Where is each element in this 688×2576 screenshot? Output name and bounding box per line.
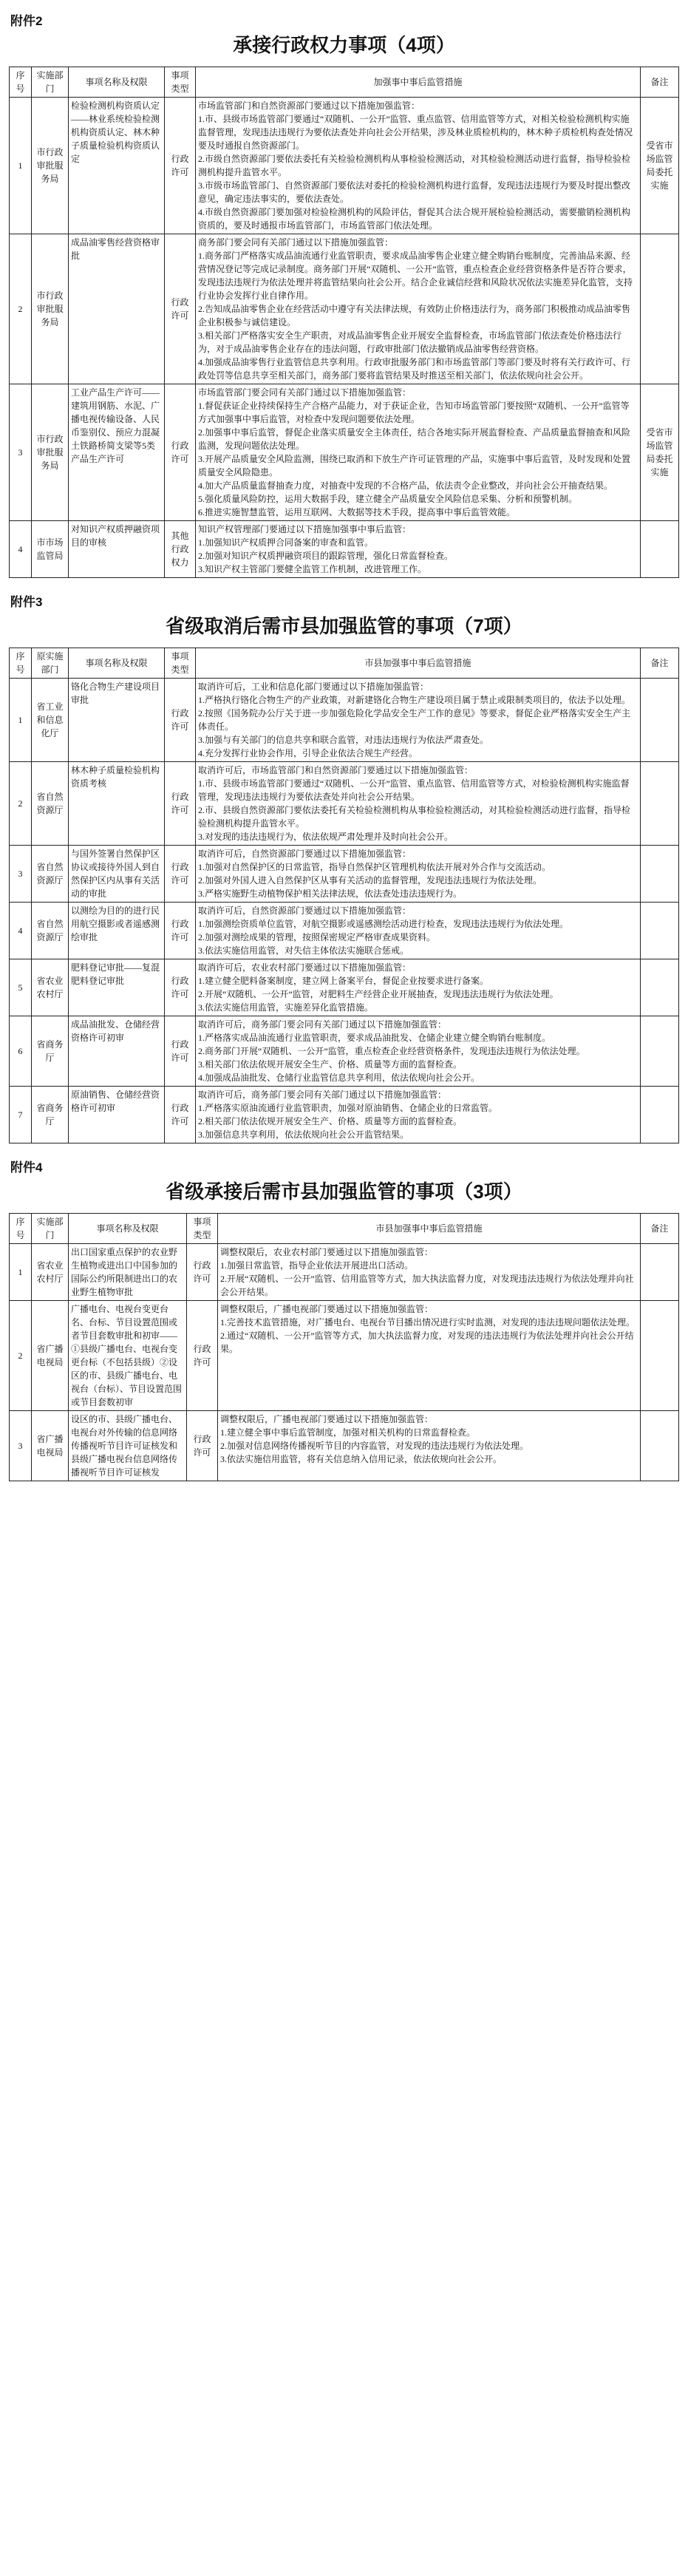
measure-paragraph: 5.强化质量风险防控，运用大数据手段，建立健全产品质量安全风险信息采集、分析和预警机制。 [198, 494, 578, 504]
item-name-cell: 检验检测机构资质认定——林业系统检验检测机构资质认定、林木种子质量检验机构资质认定 [69, 98, 165, 234]
measure-paragraph: 4.充分发挥行业协会作用，引导企业依法合规生产经营。 [198, 748, 418, 758]
measure-paragraph: 2.告知成品油零售企业在经营活动中遵守有关法律法规，有效防止价格违法行为，商务部门积极推动成品油零售企业积极参与诚信建设。 [198, 304, 631, 327]
table-header-row [10, 67, 679, 98]
measure-paragraph: 1.加强知识产权质押合同备案的审查和监管。 [198, 537, 374, 548]
department-cell: 省广播电视局 [32, 1301, 69, 1411]
measure-paragraph: 1.加强对自然保护区的日常监管，指导自然保护区管理机构依法开展对外合作与交流活动。 [198, 862, 551, 872]
measure-paragraph: 1.完善技术监管措施，对广播电台、电视台节目播出情况进行实时监测，对发现的违法违规问题依法处理。 [220, 1317, 636, 1328]
annex-title: 省级承接后需市县加强监管的事项（3项） [166, 1180, 522, 1203]
department-cell: 省商务厅 [32, 1016, 69, 1087]
item-type-cell: 行政许可 [165, 1016, 196, 1087]
measure-paragraph: 调整权限后，广播电视部门要通过以下措施加强监管： [220, 1414, 434, 1424]
row-number-cell: 7 [10, 1087, 32, 1143]
measure-paragraph: 2.加强对外国人进入自然保护区从事有关活动的监督管理，发现违法违规行为依法处理。 [198, 875, 542, 886]
measure-paragraph: 3.依法实施信用监管，将有关信息纳入信用记录，依法依规向社会公开。 [220, 1454, 503, 1464]
measure-paragraph: 3.开展产品质量安全风险监测，围绕已取消和下放生产许可证管理的产品，实施事中事后监管，及时发现和处置质量安全风险隐患。 [198, 454, 631, 478]
item-type-cell: 行政许可 [165, 1087, 196, 1143]
row-number-cell: 2 [10, 762, 32, 846]
measure-paragraph: 商务部门要会同有关部门通过以下措施加强监管： [198, 237, 394, 248]
item-type-cell: 行政许可 [165, 679, 196, 762]
item-type-cell: 行政许可 [165, 846, 196, 903]
item-type-cell: 行政许可 [165, 903, 196, 959]
measures-cell [196, 846, 641, 903]
annex-title: 承接行政权力事项（4项） [233, 34, 455, 56]
measure-paragraph: 调整权限后，农业农村部门要通过以下措施加强监管： [220, 1247, 434, 1257]
measure-paragraph: 1.严格落实成品油流通行业监管职责，要求成品油批发、仓储企业建立健全购销台账制度。 [198, 1033, 551, 1043]
table-row [10, 1301, 679, 1411]
note-cell [641, 1016, 679, 1087]
note-cell [641, 234, 679, 384]
measures-cell [196, 1016, 641, 1087]
measures-cell [196, 521, 641, 578]
annex-label: 附件3 [10, 595, 43, 609]
table-row [10, 903, 679, 959]
row-number-cell: 2 [10, 1301, 32, 1411]
col-header: 市县加强事中事后监管措施 [196, 648, 641, 679]
department-cell: 省工业和信息化厅 [32, 679, 69, 762]
measure-paragraph: 1.商务部门严格落实成品油流通行业监管职责，要求成品油零售企业建立健全购销台账制度，完善油品来源、经营情况登记等完成记录制度。商务部门开展“双随机、一公开”监管，重点检查企业经营资格条件是否符合要求，发现违法违规行为依法处理并将监管结果向社会公开。结合企业诚信经营和风险状况依法实施差异化监管，支持行业协会发挥行业自律作用。 [198, 251, 633, 301]
measures-cell [196, 959, 641, 1016]
table-row [10, 1244, 679, 1301]
col-header: 事项类型 [165, 648, 196, 679]
measure-paragraph: 3.对发现的违法违规行为，依法依规严肃处理并及时向社会公开。 [198, 832, 454, 842]
item-type-cell: 行政许可 [165, 384, 196, 521]
item-name-cell: 成品油零售经营资格审批 [69, 234, 165, 384]
row-number-cell: 1 [10, 679, 32, 762]
col-header: 实施部门 [32, 67, 69, 98]
table-row [10, 234, 679, 384]
measures-cell [196, 384, 641, 521]
measure-paragraph: 2.加强事中事后监管，督促企业落实质量安全主体责任，结合各地实际开展监督检查、产品质量监督抽查和风险监测，发现问题依法处理。 [198, 427, 631, 451]
department-cell: 省商务厅 [32, 1087, 69, 1143]
row-number-cell: 6 [10, 1016, 32, 1087]
measure-paragraph: 取消许可后，自然资源部门要通过以下措施加强监管： [198, 849, 412, 859]
item-name-cell: 肥料登记审批——复混肥料登记审批 [69, 959, 165, 1016]
measure-paragraph: 1.严格落实原油流通行业监管职责，加强对原油销售、仓储企业的日常监管。 [198, 1103, 498, 1113]
col-header: 序号 [10, 648, 32, 679]
department-cell: 市行政审批服务局 [32, 384, 69, 521]
annex-label: 附件4 [10, 1160, 43, 1175]
col-header: 序号 [10, 1214, 32, 1244]
measure-paragraph: 2.商务部门开展“双随机、一公开”监管，重点检查企业经营资格条件，发现违法违规行为依法处理。 [198, 1046, 585, 1056]
measure-paragraph: 3.相关部门依法依规开展安全生产、价格、质量等方面的监督检查。 [198, 1059, 463, 1070]
measure-paragraph: 3.相关部门严格落实安全生产职责，对成品油零售企业开展安全监督检查，市场监管部门依法查处价格违法行为，对于成品油零售企业存在的违法问题，行政审批部门依法撤销成品油零售经营资格。 [198, 330, 622, 354]
col-header: 备注 [641, 648, 679, 679]
item-type-cell: 行政许可 [165, 98, 196, 234]
col-header: 事项名称及权限 [69, 67, 165, 98]
item-type-cell: 行政许可 [165, 762, 196, 846]
measure-paragraph: 1.市、县级市场监管部门要通过“双随机、一公开”监管、重点监管、信用监管等方式，对相关检验检测机构实施监督管理，发现违法违规行为要依法查处并向社会公开结果，涉及林业质检机构的，林木种子质检机构查处情况要及时通报自然资源部门。 [198, 114, 633, 151]
col-header: 事项名称及权限 [69, 648, 165, 679]
measure-paragraph: 6.推进实施智慧监管，运用互联网、大数据等技术手段，提高事中事后监管效能。 [198, 507, 516, 517]
item-name-cell: 出口国家重点保护的农业野生植物或进出口中国参加的国际公约所限制进出口的农业野生植物审批 [69, 1244, 187, 1301]
table-header-row [10, 1214, 679, 1244]
annex-title: 省级取消后需市县加强监管的事项（7项） [166, 615, 522, 637]
measure-paragraph: 市场监管部门要会同有关部门通过以下措施加强监管： [198, 387, 412, 398]
item-type-cell: 行政许可 [165, 234, 196, 384]
note-cell [641, 1301, 679, 1411]
annex3-body [10, 679, 679, 1143]
measure-paragraph: 4.市级自然资源部门要加强对检验检测机构的风险评估，督促其合法合规开展检验检测活动，需要撤销检测机构资质的，要及时通报市场监管部门，市场监管部门依法处理。 [198, 207, 631, 231]
table-row [10, 1016, 679, 1087]
note-cell [641, 846, 679, 903]
measure-paragraph: 3.市级市场监管部门、自然资源部门要依法对委托的检验检测机构进行监督，发现违法违规行为要及时提出整改意见，确定违法事实的，要依法查处。 [198, 180, 631, 204]
measure-paragraph: 4.加大产品质量监督抽查力度，对抽查中发现的不合格产品，依法责令企业整改，并向社会公开抽查结果。 [198, 480, 613, 491]
row-number-cell: 4 [10, 903, 32, 959]
measure-paragraph: 市场监管部门和自然资源部门要通过以下措施加强监管： [198, 101, 420, 111]
measure-paragraph: 2.市、县级自然资源部门要依法委托有关检验检测机构从事检验检测活动，对其检验检测活动进行监督，指导检验检测机构提升监管水平。 [198, 805, 631, 829]
measure-paragraph: 调整权限后，广播电视部门要通过以下措施加强监管： [220, 1304, 434, 1314]
col-header: 加强事中事后监管措施 [196, 67, 641, 98]
measure-paragraph: 1.市、县级市场监管部门要通过“双随机、一公开”监管、重点监管、信用监管等方式，对检验检测机构实施监督管理，发现违法违规行为要依法查处并向社会公开结果。 [198, 778, 630, 802]
note-cell [641, 959, 679, 1016]
measure-paragraph: 取消许可后，商务部门要会同有关部门通过以下措施加强监管： [198, 1019, 447, 1030]
item-type-cell: 行政许可 [187, 1411, 218, 1481]
table-row [10, 762, 679, 846]
annex2-body [10, 98, 679, 578]
col-header: 市县加强事中事后监管措施 [218, 1214, 641, 1244]
note-cell: 受省市场监管局委托实施 [641, 98, 679, 234]
table-row [10, 959, 679, 1016]
item-name-cell: 原油销售、仓储经营资格许可初审 [69, 1087, 165, 1143]
measure-paragraph: 2.加强对测绘成果的管理，按照保密规定严格审查成果资料。 [198, 932, 436, 942]
measure-paragraph: 2.通过“双随机、一公开”监管等方式，加大执法监督力度，对发现的违法违规行为依法处理并向社会公开结果。 [220, 1331, 634, 1354]
measure-paragraph: 3.严格实施野生动植物保护相关法律法规，依法查处违法违规行为。 [198, 888, 463, 899]
department-cell: 省自然资源厅 [32, 762, 69, 846]
item-name-cell: 铬化合物生产建设项目审批 [69, 679, 165, 762]
measure-paragraph: 3.知识产权主管部门要健全监管工作机制，改进管理工作。 [198, 564, 427, 574]
note-cell [641, 1411, 679, 1481]
measures-cell [196, 679, 641, 762]
table-row [10, 846, 679, 903]
note-cell [641, 903, 679, 959]
department-cell: 市行政审批服务局 [32, 234, 69, 384]
department-cell: 市市场监管局 [32, 521, 69, 578]
measure-paragraph: 1.加强日常监管，指导企业依法开展进出口活动。 [220, 1260, 414, 1271]
annex2-table [9, 67, 679, 578]
col-header: 备注 [641, 1214, 679, 1244]
measure-paragraph: 3.加强信息共享利用，依法依规向社会公开监管结果。 [198, 1129, 409, 1140]
row-number-cell: 1 [10, 98, 32, 234]
note-cell [641, 1244, 679, 1301]
col-header: 事项名称及权限 [69, 1214, 187, 1244]
table-row [10, 384, 679, 521]
note-cell [641, 1087, 679, 1143]
table-row [10, 679, 679, 762]
measure-paragraph: 取消许可后，工业和信息化部门要通过以下措施加强监管： [198, 682, 429, 692]
item-name-cell: 林木种子质量检验机构资质考核 [69, 762, 165, 846]
annex4-body [10, 1244, 679, 1481]
item-name-cell: 工业产品生产许可——建筑用钢筋、水泥、广播电视传输设备、人民币鉴别仪、预应力混凝土铁路桥简支梁等5类产品生产许可 [69, 384, 165, 521]
measure-paragraph: 1.加强测绘资质单位监管，对航空摄影或遥感测绘活动进行检查，发现违法违规行为依法处理。 [198, 919, 569, 929]
measure-paragraph: 2.加强对知识产权质押融资项目的跟踪管理，强化日常监督检查。 [198, 551, 454, 561]
note-cell [641, 762, 679, 846]
department-cell: 省农业农村厅 [32, 959, 69, 1016]
measure-paragraph: 3.依法实施信用监管，实施差异化监管措施。 [198, 1002, 374, 1013]
item-name-cell: 成品油批发、仓储经营资格许可初审 [69, 1016, 165, 1087]
measures-cell [196, 903, 641, 959]
table-row [10, 1087, 679, 1143]
measure-paragraph: 取消许可后，市场监管部门和自然资源部门要通过以下措施加强监管： [198, 765, 474, 775]
annex3-table [9, 648, 679, 1143]
col-header: 事项类型 [165, 67, 196, 98]
measure-paragraph: 1.建立健全肥料备案制度，建立网上备案平台，督促企业按要求进行备案。 [198, 976, 489, 986]
measures-cell [218, 1244, 641, 1301]
item-type-cell: 行政许可 [187, 1244, 218, 1301]
measure-paragraph: 2.开展“双随机、一公开”监管，对肥料生产经营企业开展抽查，发现违法违规行为依法处理。 [198, 989, 559, 999]
table-row [10, 521, 679, 578]
row-number-cell: 4 [10, 521, 32, 578]
note-cell [641, 679, 679, 762]
measure-paragraph: 知识产权管理部门要通过以下措施加强事中事后监管： [198, 524, 412, 534]
row-number-cell: 3 [10, 846, 32, 903]
row-number-cell: 5 [10, 959, 32, 1016]
measure-paragraph: 3.加强与有关部门的信息共享和联合监管，对违法违规行为依法严肃查处。 [198, 735, 489, 745]
item-type-cell: 其他行政权力 [165, 521, 196, 578]
measure-paragraph: 2.加强对信息网络传播视听节目的内容监管，对发现的违法违规行为依法处理。 [220, 1441, 529, 1451]
measure-paragraph: 取消许可后，商务部门要会同有关部门通过以下措施加强监管： [198, 1090, 447, 1100]
department-cell: 省农业农村厅 [32, 1244, 69, 1301]
measures-cell [196, 234, 641, 384]
measure-paragraph: 2.相关部门依法依规开展安全生产、价格、质量等方面的监督检查。 [198, 1116, 463, 1126]
measures-cell [196, 762, 641, 846]
measure-paragraph: 4.加强成品油零售行业监管信息共享利用。行政审批服务部门和市场监管部门等部门要及时将有关行政许可、行政处罚等信息共享至相关部门，商务部门要将监管结果及时推送至相关部门，依法依规向社会公开。 [198, 357, 631, 381]
item-type-cell: 行政许可 [165, 959, 196, 1016]
measures-cell [218, 1301, 641, 1411]
row-number-cell: 3 [10, 384, 32, 521]
annex4-table [9, 1213, 679, 1481]
measure-paragraph: 2.按照《国务院办公厅关于进一步加强危险化学品安全生产工作的意见》等要求，督促企业严格落实安全生产主体责任。 [198, 708, 631, 732]
col-header: 原实施部门 [32, 648, 69, 679]
item-name-cell: 与国外签署自然保护区协议或接待外国人到自然保护区内从事有关活动的审批 [69, 846, 165, 903]
department-cell: 省自然资源厅 [32, 846, 69, 903]
table-row [10, 98, 679, 234]
department-cell: 市行政审批服务局 [32, 98, 69, 234]
measures-cell [196, 98, 641, 234]
item-name-cell: 对知识产权质押融资项目的审核 [69, 521, 165, 578]
item-name-cell: 以测绘为目的的进行民用航空摄影或者遥感测绘审批 [69, 903, 165, 959]
table-row [10, 1411, 679, 1481]
measure-paragraph: 2.开展“双随机、一公开”监管、信用监管等方式，加大执法监督力度，对发现违法违规行为依法处理并向社会公开结果。 [220, 1274, 634, 1297]
item-name-cell: 设区的市、县级广播电台、电视台对外传输的信息网络传播视听节目许可证核发和县级广播电视台信息网络传播视听节目许可证核发 [69, 1411, 187, 1481]
measure-paragraph: 3.依法实施信用监管，对失信主体依法实施联合惩戒。 [198, 945, 409, 956]
item-name-cell: 广播电台、电视台变更台名、台标、节目设置范围或者节目套数审批和初审——①县级广播电台、电视台变更台标（不包括县级）②设区的市、县级广播电台、电视台（台标）、节目设置范围或节目套数初审 [69, 1301, 187, 1411]
row-number-cell: 1 [10, 1244, 32, 1301]
measures-cell [196, 1087, 641, 1143]
row-number-cell: 2 [10, 234, 32, 384]
col-header: 备注 [641, 67, 679, 98]
table-header-row [10, 648, 679, 679]
measure-paragraph: 取消许可后，农业农村部门要通过以下措施加强监管： [198, 962, 412, 973]
measure-paragraph: 2.市级自然资源部门要依法委托有关检验检测机构从事检验检测活动，对其检验检测活动进行监督，指导检验检测机构提升监管水平。 [198, 154, 631, 177]
department-cell: 省自然资源厅 [32, 903, 69, 959]
measure-paragraph: 4.加强成品油批发、仓储行业监管信息共享利用，依法依规向社会公开。 [198, 1073, 480, 1083]
measure-paragraph: 取消许可后，自然资源部门要通过以下措施加强监管： [198, 905, 412, 916]
annex-label: 附件2 [10, 14, 43, 28]
note-cell: 受省市场监管局委托实施 [641, 384, 679, 521]
measure-paragraph: 1.督促获证企业持续保持生产合格产品能力，对于获证企业，告知市场监管部门要按照“双随机、一公开”监管等方式加强事中事后监管，对检查中发现问题要依法处理。 [198, 401, 630, 424]
department-cell: 省广播电视局 [32, 1411, 69, 1481]
measures-cell [218, 1411, 641, 1481]
item-type-cell: 行政许可 [187, 1301, 218, 1411]
measure-paragraph: 1.严格执行铬化合物生产的产业政策，对新建铬化合物生产建设项目属于禁止或限制类项目的，依法予以处理。 [198, 695, 631, 705]
measure-paragraph: 1.建立健全事中事后监管制度，加强对相关机构的日常监督检查。 [220, 1427, 476, 1438]
col-header: 事项类型 [187, 1214, 218, 1244]
row-number-cell: 3 [10, 1411, 32, 1481]
note-cell [641, 521, 679, 578]
col-header: 实施部门 [32, 1214, 69, 1244]
col-header: 序号 [10, 67, 32, 98]
